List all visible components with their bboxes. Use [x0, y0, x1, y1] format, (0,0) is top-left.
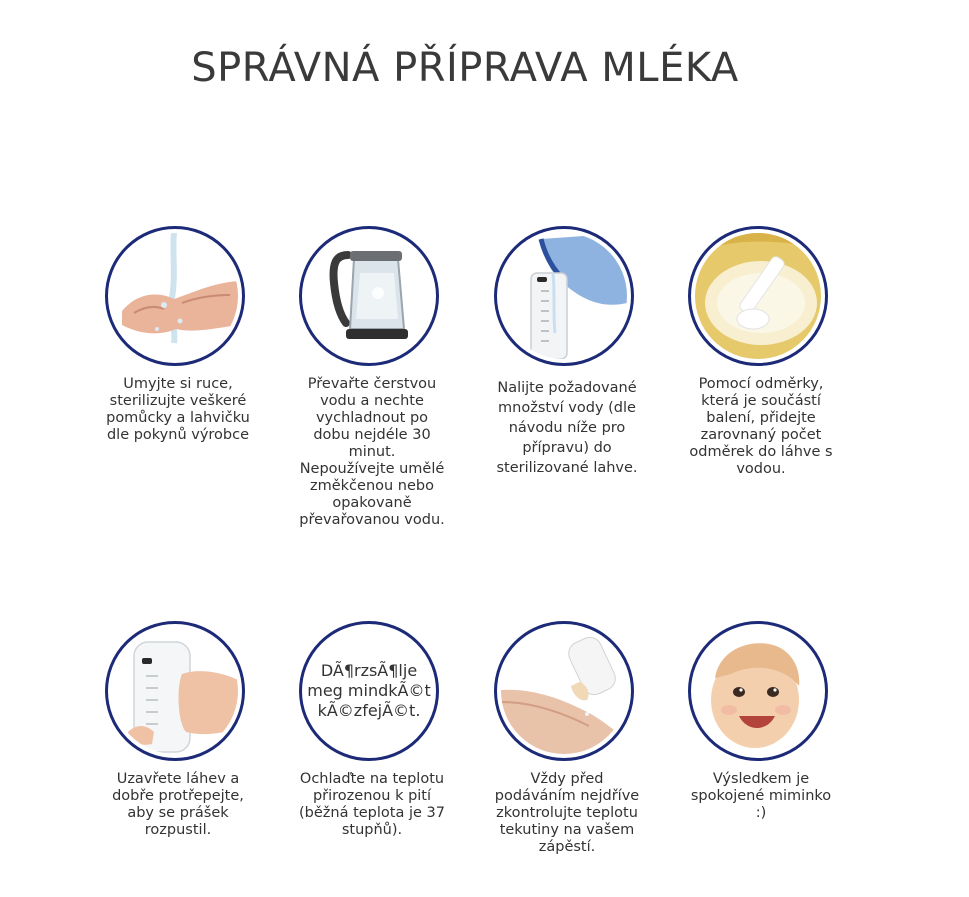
- measuring-scoop-icon: [695, 233, 821, 359]
- shaking-bottle-icon: [112, 628, 238, 754]
- step-circle: [688, 226, 828, 366]
- step-caption: Převařte čerstvou vodu a nechte vychladnout po dobu nejdéle 30 minut. Nepoužívejte umělé změkčenou nebo opakovaně převařovanou vodu.: [299, 376, 445, 528]
- step-circle: [494, 621, 634, 761]
- step-caption: Vždy před podáváním nejdříve zkontrolujte teplotu tekutiny na vašem zápěstí.: [494, 771, 640, 855]
- pouring-water-icon: [501, 233, 627, 359]
- step-circle: [688, 621, 828, 761]
- happy-baby-icon: [695, 628, 821, 754]
- step-caption: Umyjte si ruce, sterilizujte veškeré pomůcky a lahvičku dle pokynů výrobce: [106, 376, 250, 443]
- step-circle: [105, 226, 245, 366]
- wrist-test-icon: [501, 628, 627, 754]
- step-caption: Výsledkem je spokojené miminko :): [690, 771, 832, 821]
- page-title: SPRÁVNÁ PŘÍPRAVA MLÉKA: [191, 44, 739, 91]
- step-circle: [299, 226, 439, 366]
- step-caption: Pomocí odměrky, která je součástí balení, přidejte zarovnaný počet odměrek do láhve s vodou.: [689, 376, 833, 477]
- step-circle: [299, 621, 439, 761]
- kettle-icon: [306, 233, 432, 359]
- step-circle: [494, 226, 634, 366]
- step-caption: Ochlaďte na teplotu přirozenou k pití (běžná teplota je 37 stupňů).: [299, 771, 445, 838]
- step-circle: [105, 621, 245, 761]
- step-caption: Uzavřete láhev a dobře protřepejte, aby se prášek rozpustil.: [112, 771, 244, 838]
- step-caption: Nalijte požadované množství vody (dle návodu níže pro přípravu) do sterilizované lahve.: [496, 380, 638, 476]
- washing-hands-icon: [112, 233, 238, 359]
- step-circle-text: DÃ¶rzsÃ¶lje meg mindkÃ©t kÃ©zfejÃ©t.: [307, 661, 431, 720]
